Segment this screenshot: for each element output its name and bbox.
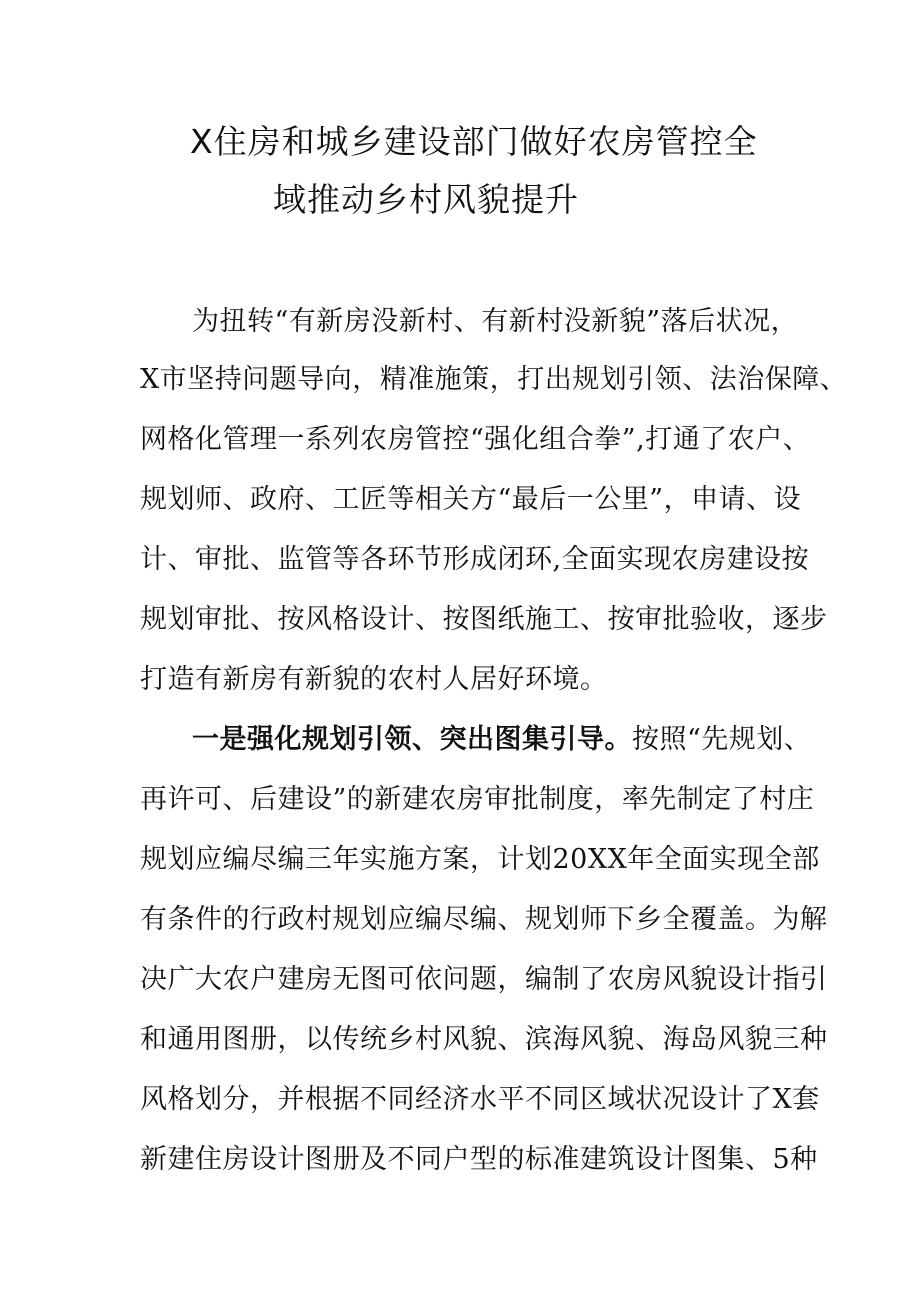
- title-line-1: X住房和城乡建设部门做好农房管控全: [190, 122, 758, 161]
- paragraph-line: 有条件的行政村规划应编尽编、规划师下乡全覆盖。为解: [140, 904, 828, 935]
- paragraph-line: 规划师、政府、工匠等相关方“最后一公里”，申请、设: [140, 484, 802, 515]
- paragraph-line: 计、审批、监管等各环节形成闭环,全面实现农房建设按: [140, 544, 810, 575]
- paragraph-line: 规划审批、按风格设计、按图纸施工、按审批验收，逐步: [140, 604, 828, 635]
- paragraph-line: 风格划分，并根据不同经济水平不同区域状况设计了X套: [140, 1084, 820, 1115]
- paragraph-line: 再许可、后建设”的新建农房审批制度，率先制定了村庄: [140, 784, 815, 815]
- title-line-2: 域推动乡村风貌提升: [273, 180, 579, 219]
- section-first-line: [192, 723, 811, 757]
- section-heading-bold: 一是强化规划引领、突出图集引导。: [192, 724, 632, 755]
- paragraph-line: 决广大农户建房无图可依问题，编制了农房风貌设计指引: [140, 964, 828, 995]
- paragraph-line: 新建住房设计图册及不同户型的标准建筑设计图集、5种: [140, 1144, 818, 1175]
- section-lead-text: 按照“先规划、: [632, 724, 812, 755]
- paragraph-line: 规划应编尽编三年实施方案，计划20XX年全面实现全部: [140, 844, 820, 875]
- paragraph-line: X市坚持问题导向，精准施策，打出规划引领、法治保障、: [140, 364, 848, 395]
- paragraph-line: 打造有新房有新貌的农村人居好环境。: [140, 664, 608, 695]
- paragraph-line: 网格化管理一系列农房管控“强化组合拳”,打通了农户、: [140, 424, 811, 455]
- paragraph-line: 为扭转“有新房没新村、有新村没新貌”落后状况，: [192, 306, 799, 337]
- paragraph-line: 和通用图册，以传统乡村风貌、滨海风貌、海岛风貌三种: [140, 1024, 828, 1055]
